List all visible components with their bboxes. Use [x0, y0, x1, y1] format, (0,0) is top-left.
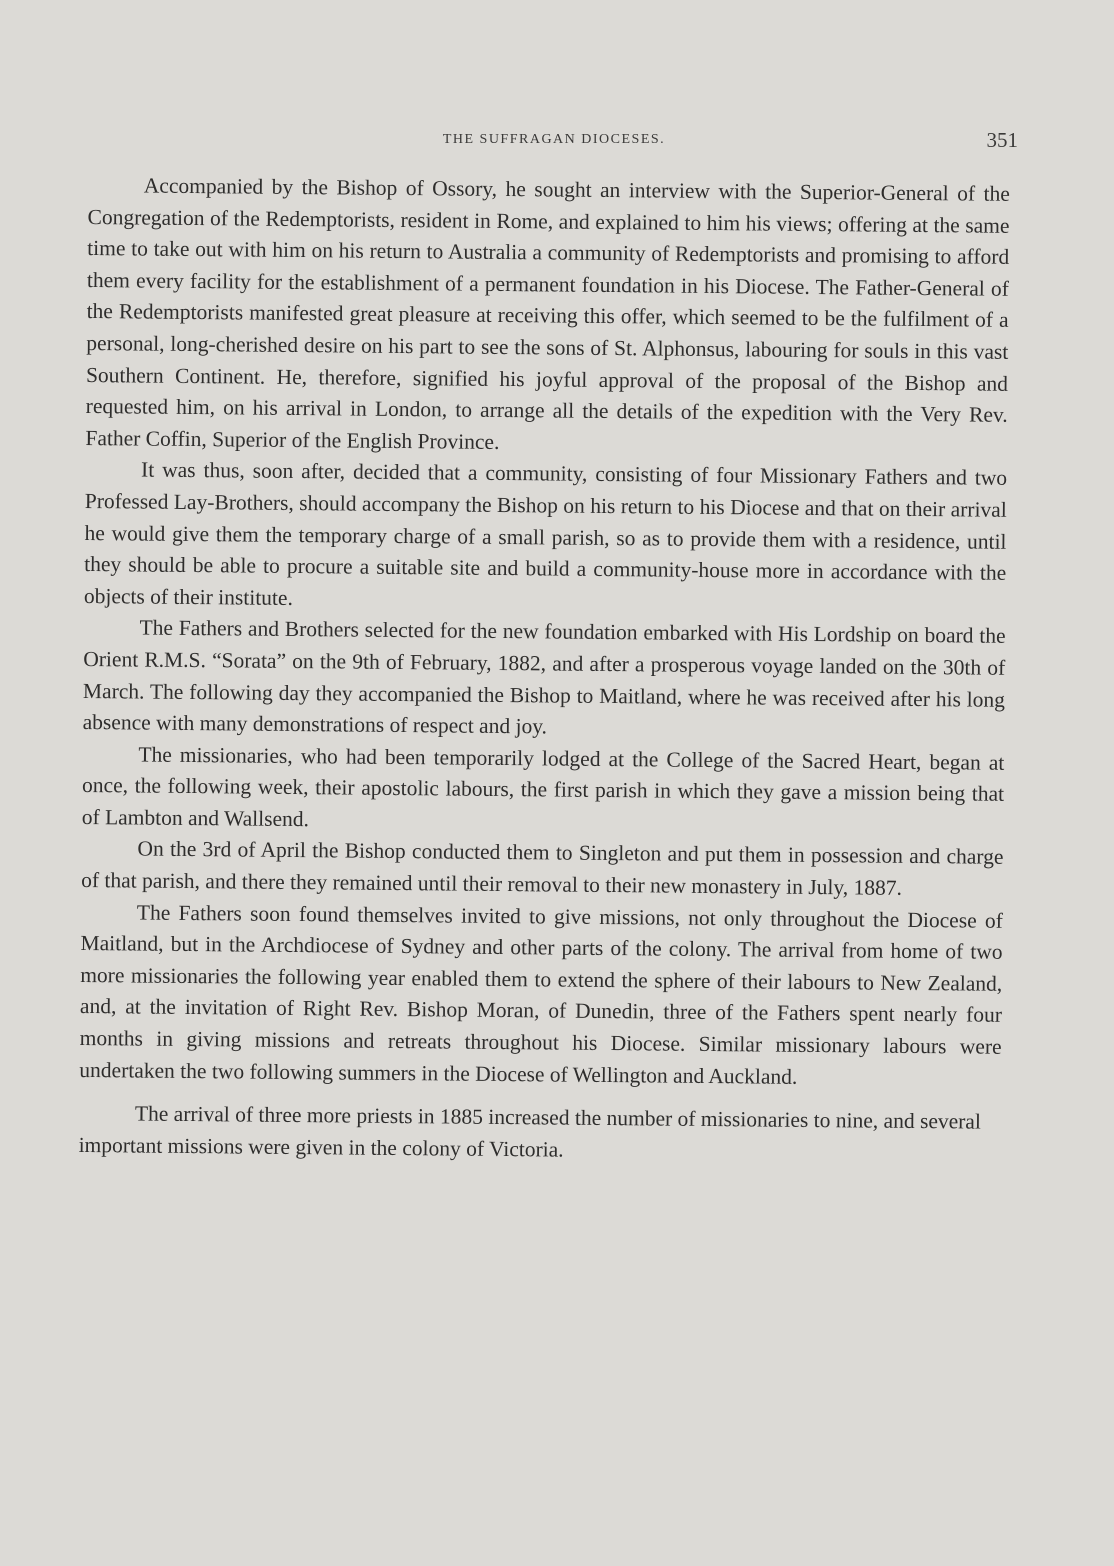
- page-number: 351: [986, 128, 1018, 152]
- paragraph: The arrival of three more priests in 1885 increased the number of missionaries to nine, and several important missions were given in the colony of Victoria.: [78, 1101, 982, 1162]
- paragraph: The Fathers soon found themselves invited to give missions, not only throughout the Diocese of Maitland, but in the Archdiocese of Sydney and other parts of the colony. The arrival from home of two more missionaries the following year enabled them to extend the sphere of their labours to New Zealand, and, at the invitation of Right Rev. Bishop Moran, of Dunedin, three of the Fathers spent nearly four months in giving missions and retreats throughout his Diocese. Similar missionary labours were undertaken the two following summers in the Diocese of Wellington and Auckland.: [79, 900, 1003, 1089]
- paragraph: The Fathers and Brothers selected for the new foundation embarked with His Lordship on board the Orient R.M.S. “Sorata” on the 9th of February, 1882, and after a prosperous voyage landed on the 30th of March. The following day they accompanied the Bishop to Maitland, where he was received after his long absence with many demonstrations of respect and joy.: [82, 615, 1006, 739]
- page-header: [90, 128, 1018, 158]
- running-head: THE SUFFRAGAN DIOCESES.: [442, 132, 666, 147]
- paragraph: On the 3rd of April the Bishop conducted them to Singleton and put them in possession and charge of that parish, and there they remained until their removal to their new monastery in July, 1887.: [81, 836, 1004, 900]
- paragraph: It was thus, soon after, decided that a community, consisting of four Missionary Fathers and two Professed Lay-Brothers, should accompany the Bishop on his return to his Diocese and that on their arrival he would give them the temporary charge of a small parish, so as to provide them with a residence, until they should be able to procure a suitable site and build a community-house more in accordance with the objects of their institute.: [83, 457, 1008, 610]
- paragraph: The missionaries, who had been temporarily lodged at the College of the Sacred Heart, began at once, the following week, their apostolic labours, the first parish in which they gave a mission being that of Lambton and Wallsend.: [81, 742, 1005, 832]
- body-text: [78, 170, 1009, 1170]
- paragraph: Accompanied by the Bishop of Ossory, he sought an interview with the Superior-General of the Congregation of the Redemptorists, resident in Rome, and explained to him his views; offering at the same time to take out with him on his return to Australia a community of Redemptorists and promising to afford them every facility for the establishment of a permanent foundation in his Diocese. The Father-General of the Redemptorists manifested great pleasure at receiving this offer, which seemed to be the fulfilment of a personal, long-cherished desire on his part to see the sons of St. Alphonsus, labouring for souls in this vast Southern Continent. He, therefore, signified his joyful approval of the proposal of the Bishop and requested him, on his arrival in London, to arrange all the details of the expedition with the Very Rev. Father Coffin, Superior of the English Province.: [85, 173, 1010, 454]
